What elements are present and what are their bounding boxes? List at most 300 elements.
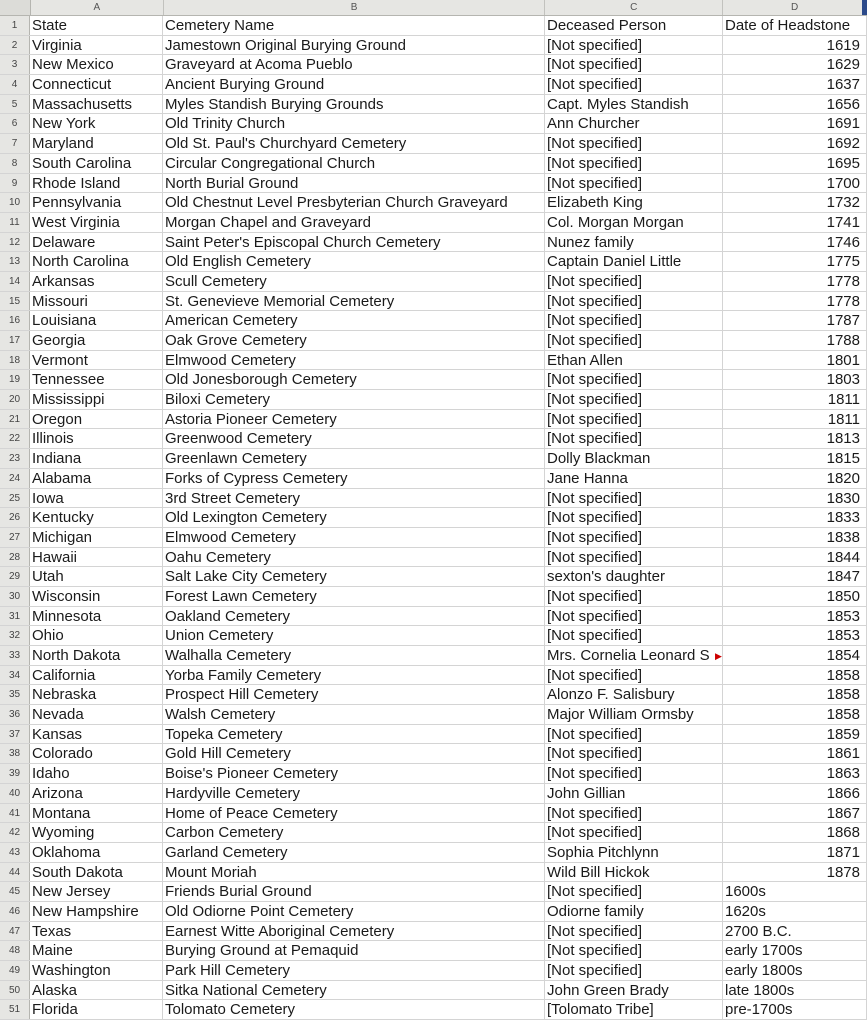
row-header[interactable]: 6	[0, 114, 30, 133]
cell-state[interactable]: South Dakota	[30, 863, 163, 882]
cell-deceased[interactable]: Col. Morgan Morgan	[545, 213, 723, 232]
table-row	[0, 272, 867, 292]
cell-cemetery[interactable]: Saint Peter's Episcopal Church Cemetery	[163, 233, 545, 252]
cell-cemetery[interactable]: Forks of Cypress Cemetery	[163, 469, 545, 488]
cell-cemetery[interactable]: Oak Grove Cemetery	[163, 331, 545, 350]
cell-date[interactable]: 1813	[723, 429, 867, 448]
cell-deceased[interactable]: [Not specified]	[545, 174, 723, 193]
table-row	[0, 981, 867, 1001]
cell-date[interactable]: 1863	[723, 764, 867, 783]
table-row	[0, 75, 867, 95]
cell-state[interactable]: Oregon	[30, 410, 163, 429]
cell-deceased[interactable]: [Not specified]	[545, 429, 723, 448]
table-row	[0, 685, 867, 705]
cell-state[interactable]: Kentucky	[30, 508, 163, 527]
cell-deceased[interactable]: Dolly Blackman	[545, 449, 723, 468]
cell-deceased[interactable]: [Not specified]	[545, 961, 723, 980]
cell-state[interactable]: New Hampshire	[30, 902, 163, 921]
cell-cemetery[interactable]: Oahu Cemetery	[163, 548, 545, 567]
cell-deceased[interactable]: [Not specified]	[545, 311, 723, 330]
cell-deceased[interactable]: [Not specified]	[545, 804, 723, 823]
cell-state[interactable]: Delaware	[30, 233, 163, 252]
row-header[interactable]: 39	[0, 764, 30, 783]
cell-date[interactable]: 1854	[723, 646, 867, 665]
row-header[interactable]: 9	[0, 174, 30, 193]
table-row	[0, 390, 867, 410]
cell-state[interactable]: Ohio	[30, 626, 163, 645]
cell-date[interactable]: pre-1700s	[723, 1000, 867, 1019]
cell-deceased[interactable]: [Not specified]	[545, 666, 723, 685]
table-row	[0, 292, 867, 312]
cell-date[interactable]: 1656	[723, 95, 867, 114]
cell-cemetery[interactable]: Prospect Hill Cemetery	[163, 685, 545, 704]
row-header[interactable]: 13	[0, 252, 30, 271]
cell-state[interactable]: North Carolina	[30, 252, 163, 271]
cell-cemetery[interactable]: Morgan Chapel and Graveyard	[163, 213, 545, 232]
cell-cemetery[interactable]: American Cemetery	[163, 311, 545, 330]
cell-deceased[interactable]: [Not specified]	[545, 764, 723, 783]
cell-date[interactable]: 1700	[723, 174, 867, 193]
table-row	[0, 55, 867, 75]
cell-cemetery[interactable]: Old Jonesborough Cemetery	[163, 370, 545, 389]
cell-state[interactable]: Florida	[30, 1000, 163, 1019]
column-header-a[interactable]: A	[31, 0, 164, 15]
cell-deceased[interactable]: Elizabeth King	[545, 193, 723, 212]
cell-state[interactable]: Alabama	[30, 469, 163, 488]
cell-date[interactable]: 1868	[723, 823, 867, 842]
cell-cemetery[interactable]: Sitka National Cemetery	[163, 981, 545, 1000]
cell-deceased[interactable]: Captain Daniel Little	[545, 252, 723, 271]
cell-date[interactable]: 1833	[723, 508, 867, 527]
table-row	[0, 410, 867, 430]
cell-cemetery[interactable]: Earnest Witte Aboriginal Cemetery	[163, 922, 545, 941]
cell-deceased-header[interactable]: Deceased Person	[545, 16, 723, 35]
row-header[interactable]: 42	[0, 823, 30, 842]
row-header[interactable]: 20	[0, 390, 30, 409]
cell-deceased[interactable]: Nunez family	[545, 233, 723, 252]
cell-cemetery[interactable]: Elmwood Cemetery	[163, 351, 545, 370]
cell-cemetery[interactable]: Biloxi Cemetery	[163, 390, 545, 409]
row-header[interactable]: 26	[0, 508, 30, 527]
cell-state[interactable]: South Carolina	[30, 154, 163, 173]
cell-state[interactable]: Indiana	[30, 449, 163, 468]
cell-state[interactable]: Tennessee	[30, 370, 163, 389]
cell-deceased[interactable]: [Not specified]	[545, 587, 723, 606]
cell-state[interactable]: Pennsylvania	[30, 193, 163, 212]
cell-state[interactable]: Iowa	[30, 489, 163, 508]
cell-deceased[interactable]: Mrs. Cornelia Leonard S	[545, 646, 723, 665]
cell-date[interactable]: 2700 B.C.	[723, 922, 867, 941]
cell-state[interactable]: Montana	[30, 804, 163, 823]
cell-state[interactable]: Idaho	[30, 764, 163, 783]
cell-date[interactable]: 1619	[723, 36, 867, 55]
cell-deceased[interactable]: Wild Bill Hickok	[545, 863, 723, 882]
table-row	[0, 154, 867, 174]
cell-state[interactable]: Missouri	[30, 292, 163, 311]
cell-deceased[interactable]: Capt. Myles Standish	[545, 95, 723, 114]
cell-cemetery[interactable]: Oakland Cemetery	[163, 607, 545, 626]
row-header[interactable]: 41	[0, 804, 30, 823]
cell-date[interactable]: 1820	[723, 469, 867, 488]
cell-state[interactable]: Washington	[30, 961, 163, 980]
cell-state[interactable]: Minnesota	[30, 607, 163, 626]
table-row	[0, 744, 867, 764]
table-row	[0, 548, 867, 568]
column-header-b[interactable]: B	[164, 0, 546, 15]
cell-date[interactable]: 1746	[723, 233, 867, 252]
cell-cemetery[interactable]: Graveyard at Acoma Pueblo	[163, 55, 545, 74]
table-row	[0, 174, 867, 194]
table-row	[0, 134, 867, 154]
cell-state[interactable]: Mississippi	[30, 390, 163, 409]
cell-deceased[interactable]: John Gillian	[545, 784, 723, 803]
cell-state[interactable]: Massachusetts	[30, 95, 163, 114]
row-header[interactable]: 45	[0, 882, 30, 901]
cell-state[interactable]: Colorado	[30, 744, 163, 763]
cell-cemetery[interactable]: Old English Cemetery	[163, 252, 545, 271]
cell-date[interactable]: 1803	[723, 370, 867, 389]
cell-deceased[interactable]: Ann Churcher	[545, 114, 723, 133]
cell-deceased[interactable]: [Not specified]	[545, 489, 723, 508]
cell-cemetery[interactable]: Old Odiorne Point Cemetery	[163, 902, 545, 921]
row-header[interactable]: 19	[0, 370, 30, 389]
cell-deceased[interactable]: Major William Ormsby	[545, 705, 723, 724]
cell-deceased[interactable]: Jane Hanna	[545, 469, 723, 488]
row-header[interactable]: 23	[0, 449, 30, 468]
cell-state[interactable]: Nevada	[30, 705, 163, 724]
cell-state[interactable]: Michigan	[30, 528, 163, 547]
cell-cemetery[interactable]: St. Genevieve Memorial Cemetery	[163, 292, 545, 311]
cell-deceased[interactable]: sexton's daughter	[545, 567, 723, 586]
cell-date[interactable]: 1620s	[723, 902, 867, 921]
row-header[interactable]: 8	[0, 154, 30, 173]
cell-state[interactable]: Maryland	[30, 134, 163, 153]
cell-date[interactable]: 1801	[723, 351, 867, 370]
cell-cemetery[interactable]: North Burial Ground	[163, 174, 545, 193]
row-header[interactable]: 11	[0, 213, 30, 232]
cell-state[interactable]: Kansas	[30, 725, 163, 744]
cell-cemetery[interactable]: Walsh Cemetery	[163, 705, 545, 724]
cell-date[interactable]: 1847	[723, 567, 867, 586]
cell-state[interactable]: West Virginia	[30, 213, 163, 232]
cell-cemetery[interactable]: Carbon Cemetery	[163, 823, 545, 842]
table-row	[0, 567, 867, 587]
cell-state[interactable]: Illinois	[30, 429, 163, 448]
cell-cemetery[interactable]: 3rd Street Cemetery	[163, 489, 545, 508]
cell-state[interactable]: Nebraska	[30, 685, 163, 704]
cell-date[interactable]: 1866	[723, 784, 867, 803]
row-header[interactable]: 17	[0, 331, 30, 350]
table-row	[0, 941, 867, 961]
cell-state[interactable]: Virginia	[30, 36, 163, 55]
cell-date[interactable]: 1811	[723, 390, 867, 409]
cell-cemetery[interactable]: Salt Lake City Cemetery	[163, 567, 545, 586]
cell-date[interactable]: 1691	[723, 114, 867, 133]
table-row	[0, 528, 867, 548]
row-header[interactable]: 34	[0, 666, 30, 685]
cell-cemetery[interactable]: Gold Hill Cemetery	[163, 744, 545, 763]
cell-state[interactable]: Hawaii	[30, 548, 163, 567]
column-header-bar	[0, 0, 867, 16]
cell-date[interactable]: early 1700s	[723, 941, 867, 960]
cell-date[interactable]: early 1800s	[723, 961, 867, 980]
cell-cemetery[interactable]: Topeka Cemetery	[163, 725, 545, 744]
cell-cemetery[interactable]: Hardyville Cemetery	[163, 784, 545, 803]
cell-cemetery[interactable]: Mount Moriah	[163, 863, 545, 882]
cell-date[interactable]: 1867	[723, 804, 867, 823]
row-header[interactable]: 12	[0, 233, 30, 252]
row-header[interactable]: 1	[0, 16, 30, 35]
cell-cemetery[interactable]: Myles Standish Burying Grounds	[163, 95, 545, 114]
cell-date[interactable]: 1853	[723, 626, 867, 645]
cell-deceased[interactable]: [Not specified]	[545, 410, 723, 429]
row-header[interactable]: 10	[0, 193, 30, 212]
cell-cemetery[interactable]: Ancient Burying Ground	[163, 75, 545, 94]
cell-state[interactable]: Connecticut	[30, 75, 163, 94]
cell-cemetery[interactable]: Old Chestnut Level Presbyterian Church Graveyard	[163, 193, 545, 212]
cell-cemetery[interactable]: Scull Cemetery	[163, 272, 545, 291]
row-header[interactable]: 44	[0, 863, 30, 882]
select-all-corner[interactable]	[0, 0, 31, 15]
cell-deceased[interactable]: [Not specified]	[545, 725, 723, 744]
table-row	[0, 36, 867, 56]
cell-cemetery[interactable]: Friends Burial Ground	[163, 882, 545, 901]
row-header[interactable]: 14	[0, 272, 30, 291]
cell-date[interactable]: 1853	[723, 607, 867, 626]
table-row	[0, 626, 867, 646]
column-header-c[interactable]: C	[545, 0, 723, 15]
row-header[interactable]: 48	[0, 941, 30, 960]
cell-deceased[interactable]: [Not specified]	[545, 154, 723, 173]
cell-cemetery[interactable]: Old Lexington Cemetery	[163, 508, 545, 527]
row-header[interactable]: 51	[0, 1000, 30, 1019]
table-row	[0, 331, 867, 351]
cell-date[interactable]: 1838	[723, 528, 867, 547]
cell-state[interactable]: Vermont	[30, 351, 163, 370]
table-row	[0, 863, 867, 883]
cell-deceased[interactable]: [Not specified]	[545, 390, 723, 409]
cell-state[interactable]: Maine	[30, 941, 163, 960]
cell-deceased[interactable]: Ethan Allen	[545, 351, 723, 370]
table-row	[0, 429, 867, 449]
table-row	[0, 804, 867, 824]
cell-cemetery[interactable]: Forest Lawn Cemetery	[163, 587, 545, 606]
table-row	[0, 1000, 867, 1020]
row-header[interactable]: 15	[0, 292, 30, 311]
cell-deceased[interactable]: [Not specified]	[545, 626, 723, 645]
cell-cemetery[interactable]: Greenwood Cemetery	[163, 429, 545, 448]
cell-deceased[interactable]: [Not specified]	[545, 744, 723, 763]
cell-date[interactable]: 1861	[723, 744, 867, 763]
cell-date[interactable]: 1778	[723, 272, 867, 291]
cell-date[interactable]: 1778	[723, 292, 867, 311]
cell-deceased[interactable]: [Not specified]	[545, 331, 723, 350]
text-overflow-arrow-icon: ▶	[715, 651, 722, 661]
cell-cemetery[interactable]: Union Cemetery	[163, 626, 545, 645]
row-header[interactable]: 21	[0, 410, 30, 429]
table-row	[0, 351, 867, 371]
cell-date[interactable]: 1788	[723, 331, 867, 350]
table-row	[0, 213, 867, 233]
cell-date[interactable]: 1695	[723, 154, 867, 173]
cell-cemetery[interactable]: Garland Cemetery	[163, 843, 545, 862]
cell-date[interactable]: late 1800s	[723, 981, 867, 1000]
row-header[interactable]: 22	[0, 429, 30, 448]
cell-state[interactable]: Wyoming	[30, 823, 163, 842]
cell-state[interactable]: Arizona	[30, 784, 163, 803]
cell-deceased[interactable]: [Not specified]	[545, 941, 723, 960]
cell-deceased[interactable]: [Not specified]	[545, 508, 723, 527]
cell-cemetery-header[interactable]: Cemetery Name	[163, 16, 545, 35]
row-header[interactable]: 46	[0, 902, 30, 921]
cell-state[interactable]: Oklahoma	[30, 843, 163, 862]
table-row	[0, 233, 867, 253]
cell-cemetery[interactable]: Boise's Pioneer Cemetery	[163, 764, 545, 783]
cell-state[interactable]: New Mexico	[30, 55, 163, 74]
cell-date[interactable]: 1600s	[723, 882, 867, 901]
row-header[interactable]: 40	[0, 784, 30, 803]
cell-date[interactable]: 1844	[723, 548, 867, 567]
cell-cemetery[interactable]: Home of Peace Cemetery	[163, 804, 545, 823]
cell-state[interactable]: Texas	[30, 922, 163, 941]
column-header-d[interactable]: D	[723, 0, 867, 15]
cell-cemetery[interactable]: Astoria Pioneer Cemetery	[163, 410, 545, 429]
row-header[interactable]: 47	[0, 922, 30, 941]
cell-deceased[interactable]: [Not specified]	[545, 292, 723, 311]
cell-date[interactable]: 1732	[723, 193, 867, 212]
row-header[interactable]: 29	[0, 567, 30, 586]
cell-date[interactable]: 1871	[723, 843, 867, 862]
cell-cemetery[interactable]: Old Trinity Church	[163, 114, 545, 133]
cell-cemetery[interactable]: Park Hill Cemetery	[163, 961, 545, 980]
cell-date[interactable]: 1637	[723, 75, 867, 94]
cell-deceased[interactable]: [Not specified]	[545, 55, 723, 74]
cell-date[interactable]: 1850	[723, 587, 867, 606]
cell-deceased[interactable]: [Not specified]	[545, 36, 723, 55]
cell-cemetery[interactable]: Greenlawn Cemetery	[163, 449, 545, 468]
cell-deceased[interactable]: [Tolomato Tribe]	[545, 1000, 723, 1019]
row-header[interactable]: 5	[0, 95, 30, 114]
cell-deceased[interactable]: Alonzo F. Salisbury	[545, 685, 723, 704]
table-row	[0, 469, 867, 489]
cell-state[interactable]: Alaska	[30, 981, 163, 1000]
cell-cemetery[interactable]: Walhalla Cemetery	[163, 646, 545, 665]
cell-date-header[interactable]: Date of Headstone	[723, 16, 867, 35]
row-header[interactable]: 2	[0, 36, 30, 55]
cell-date[interactable]: 1787	[723, 311, 867, 330]
cell-deceased[interactable]: John Green Brady	[545, 981, 723, 1000]
cell-cemetery[interactable]: Tolomato Cemetery	[163, 1000, 545, 1019]
row-header[interactable]: 3	[0, 55, 30, 74]
row-header[interactable]: 33	[0, 646, 30, 665]
table-row	[0, 764, 867, 784]
row-header[interactable]: 50	[0, 981, 30, 1000]
cell-cemetery[interactable]: Elmwood Cemetery	[163, 528, 545, 547]
cell-date[interactable]: 1859	[723, 725, 867, 744]
table-row	[0, 961, 867, 981]
cell-cemetery[interactable]: Circular Congregational Church	[163, 154, 545, 173]
cell-deceased[interactable]: [Not specified]	[545, 370, 723, 389]
cell-date[interactable]: 1692	[723, 134, 867, 153]
row-header[interactable]: 25	[0, 489, 30, 508]
cell-deceased[interactable]: Odiorne family	[545, 902, 723, 921]
cell-deceased[interactable]: Sophia Pitchlynn	[545, 843, 723, 862]
table-row	[0, 725, 867, 745]
cell-state[interactable]: California	[30, 666, 163, 685]
table-row	[0, 646, 867, 666]
row-header[interactable]: 43	[0, 843, 30, 862]
cell-deceased[interactable]: [Not specified]	[545, 922, 723, 941]
row-header[interactable]: 35	[0, 685, 30, 704]
cell-state[interactable]: Wisconsin	[30, 587, 163, 606]
cell-date[interactable]: 1878	[723, 863, 867, 882]
cell-cemetery[interactable]: Burying Ground at Pemaquid	[163, 941, 545, 960]
scrollbar-marker[interactable]	[862, 0, 867, 15]
cell-state[interactable]: North Dakota	[30, 646, 163, 665]
row-header[interactable]: 24	[0, 469, 30, 488]
row-header[interactable]: 4	[0, 75, 30, 94]
table-row	[0, 449, 867, 469]
row-header[interactable]: 28	[0, 548, 30, 567]
cell-state-header[interactable]: State	[30, 16, 163, 35]
cell-state[interactable]: Arkansas	[30, 272, 163, 291]
cell-date[interactable]: 1858	[723, 705, 867, 724]
table-row	[0, 843, 867, 863]
cell-date[interactable]: 1858	[723, 685, 867, 704]
row-header[interactable]: 36	[0, 705, 30, 724]
cell-state[interactable]: Louisiana	[30, 311, 163, 330]
row-header[interactable]: 30	[0, 587, 30, 606]
cell-deceased[interactable]: [Not specified]	[545, 75, 723, 94]
row-header[interactable]: 32	[0, 626, 30, 645]
cell-deceased[interactable]: [Not specified]	[545, 548, 723, 567]
row-header[interactable]: 7	[0, 134, 30, 153]
cell-date[interactable]: 1741	[723, 213, 867, 232]
table-row	[0, 489, 867, 509]
cell-deceased[interactable]: [Not specified]	[545, 607, 723, 626]
cell-date[interactable]: 1858	[723, 666, 867, 685]
cell-date[interactable]: 1629	[723, 55, 867, 74]
row-header[interactable]: 37	[0, 725, 30, 744]
cell-state[interactable]: New York	[30, 114, 163, 133]
cell-date[interactable]: 1775	[723, 252, 867, 271]
cell-deceased[interactable]: [Not specified]	[545, 272, 723, 291]
row-header[interactable]: 16	[0, 311, 30, 330]
row-header[interactable]: 18	[0, 351, 30, 370]
cell-deceased[interactable]: [Not specified]	[545, 882, 723, 901]
row-header[interactable]: 27	[0, 528, 30, 547]
cell-cemetery[interactable]: Yorba Family Cemetery	[163, 666, 545, 685]
row-header[interactable]: 31	[0, 607, 30, 626]
header-row	[0, 16, 867, 36]
cell-cemetery[interactable]: Old St. Paul's Churchyard Cemetery	[163, 134, 545, 153]
cell-cemetery[interactable]: Jamestown Original Burying Ground	[163, 36, 545, 55]
cell-date[interactable]: 1811	[723, 410, 867, 429]
cell-state[interactable]: Georgia	[30, 331, 163, 350]
cell-deceased[interactable]: [Not specified]	[545, 823, 723, 842]
cell-deceased[interactable]: [Not specified]	[545, 134, 723, 153]
cell-state[interactable]: Rhode Island	[30, 174, 163, 193]
cell-state[interactable]: Utah	[30, 567, 163, 586]
table-row	[0, 311, 867, 331]
cell-deceased[interactable]: [Not specified]	[545, 528, 723, 547]
row-header[interactable]: 38	[0, 744, 30, 763]
cell-state[interactable]: New Jersey	[30, 882, 163, 901]
cell-date[interactable]: 1815	[723, 449, 867, 468]
row-header[interactable]: 49	[0, 961, 30, 980]
table-row	[0, 607, 867, 627]
cell-date[interactable]: 1830	[723, 489, 867, 508]
